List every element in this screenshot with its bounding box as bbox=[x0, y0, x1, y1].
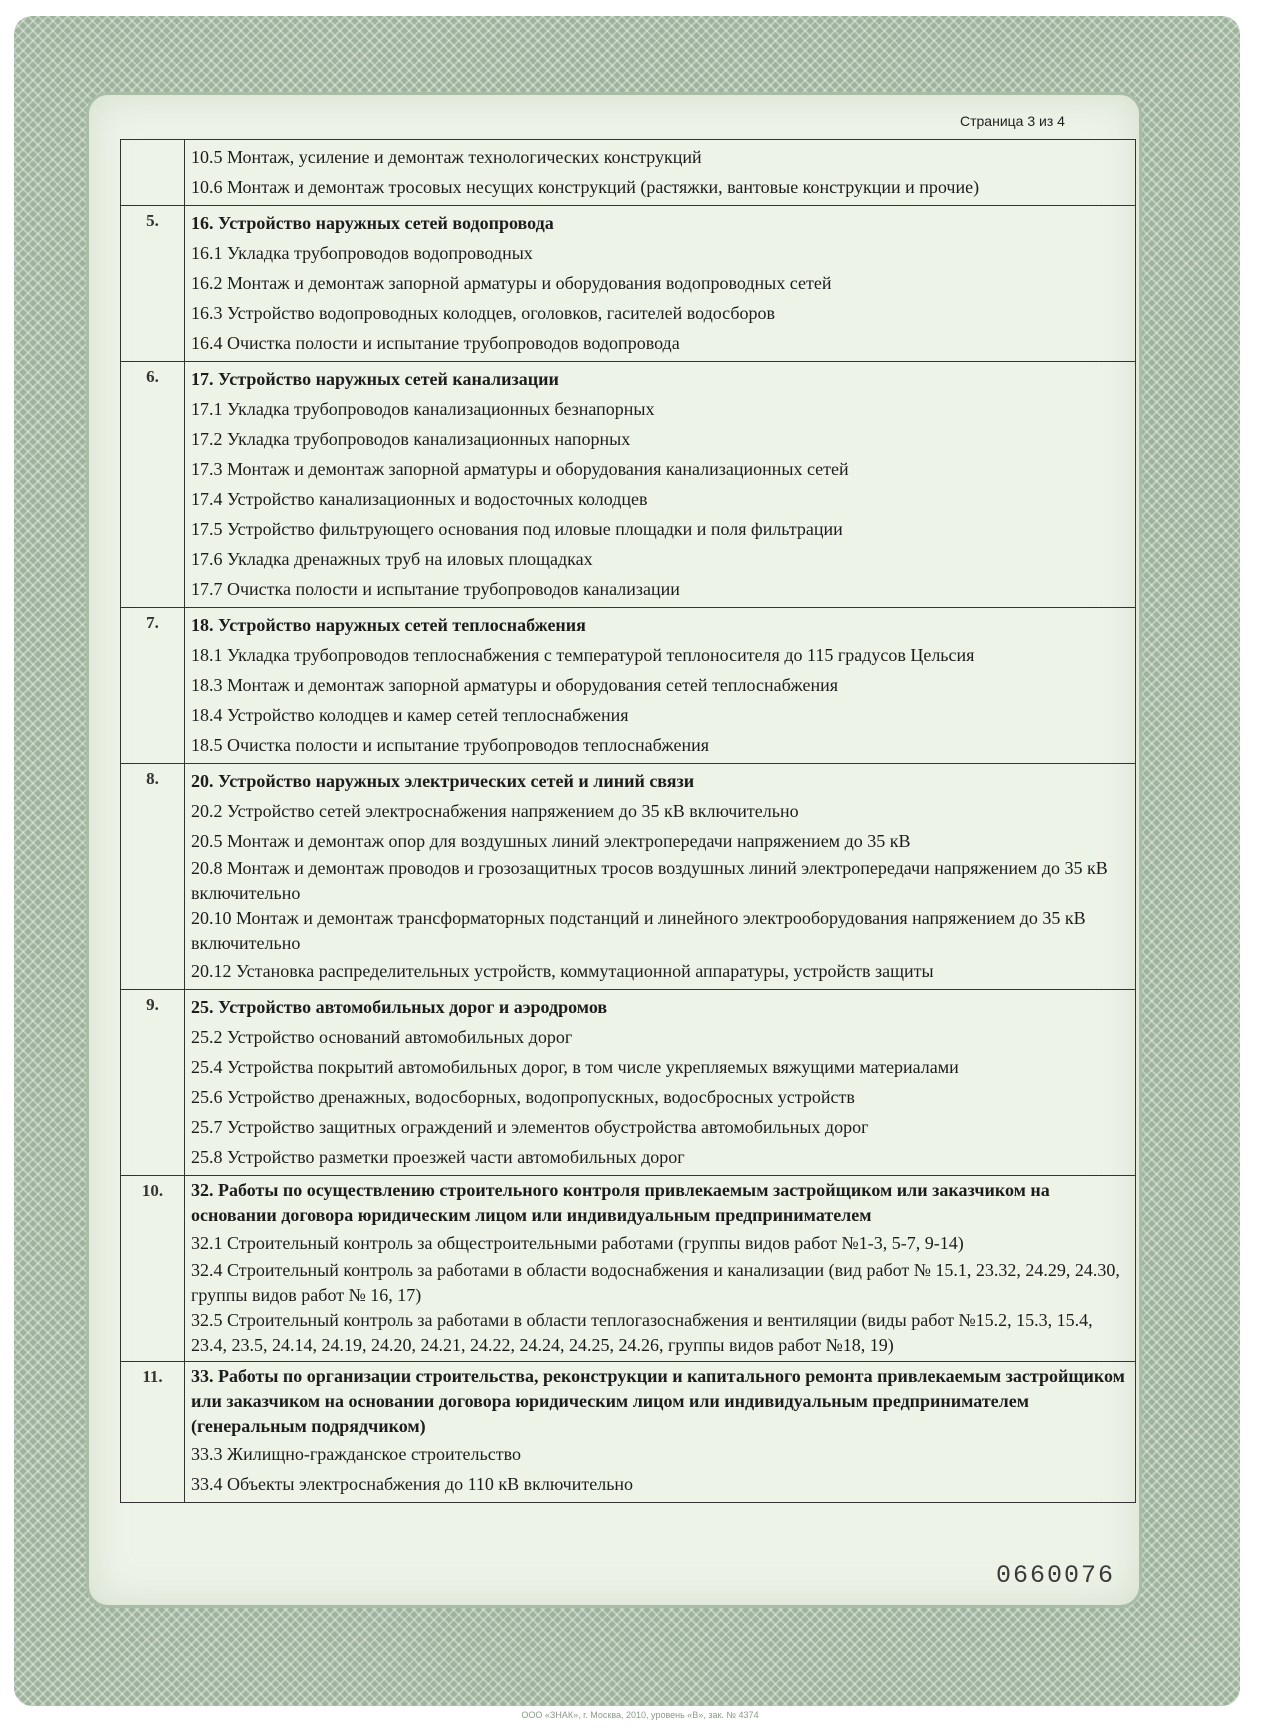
work-item: 32.1 Строительный контроль за общестроительными работами (группы видов работ №1-3, 5-7, 9-14) bbox=[191, 1233, 964, 1253]
work-item: 32.4 Строительный контроль за работами в области водоснабжения и канализации (вид работ № 15.1, 23.32, 24.29, 24.30, группы видов работ № 16, 17) bbox=[191, 1260, 1120, 1305]
serial-number: 0660076 bbox=[996, 1561, 1116, 1590]
table-row bbox=[121, 1362, 1136, 1503]
work-item: 18.3 Монтаж и демонтаж запорной арматуры и оборудования сетей теплоснабжения bbox=[191, 675, 839, 695]
work-item: 20.8 Монтаж и демонтаж проводов и грозозащитных тросов воздушных линий электропередачи напряжением до 35 кВ включительно bbox=[191, 858, 1108, 903]
work-group-heading: 32. Работы по осуществлению строительного контроля привлекаемым застройщиком или заказчиком на основании договора юридическим лицом или индивидуальным предпринимателем bbox=[191, 1180, 1050, 1225]
work-item: 17.2 Укладка трубопроводов канализационных напорных bbox=[191, 429, 631, 449]
row-number: 10. bbox=[121, 1176, 185, 1362]
works-table-body bbox=[121, 140, 1136, 1503]
row-number: 9. bbox=[121, 990, 185, 1176]
works-table bbox=[120, 139, 1136, 1503]
work-item: 18.4 Устройство колодцев и камер сетей теплоснабжения bbox=[191, 705, 629, 725]
work-item: 17.4 Устройство канализационных и водосточных колодцев bbox=[191, 489, 648, 509]
work-item: 20.12 Установка распределительных устройств, коммутационной аппаратуры, устройств защиты bbox=[191, 961, 934, 981]
row-content bbox=[185, 140, 1136, 206]
printer-imprint: ООО «ЗНАК», г. Москва, 2010, уровень «В», зак. № 4374 bbox=[521, 1710, 759, 1720]
row-number: 5. bbox=[121, 206, 185, 362]
work-item: 16.3 Устройство водопроводных колодцев, оголовков, гасителей водосборов bbox=[191, 303, 776, 323]
table-row bbox=[121, 608, 1136, 764]
work-group-heading: 18. Устройство наружных сетей теплоснабжения bbox=[191, 615, 586, 635]
work-item: 16.4 Очистка полости и испытание трубопроводов водопровода bbox=[191, 333, 680, 353]
row-content bbox=[185, 764, 1136, 990]
work-item: 17.6 Укладка дренажных труб на иловых площадках bbox=[191, 549, 593, 569]
table-row bbox=[121, 764, 1136, 990]
work-item: 33.3 Жилищно-гражданское строительство bbox=[191, 1444, 521, 1464]
row-number bbox=[121, 140, 185, 206]
work-group-heading: 16. Устройство наружных сетей водопровода bbox=[191, 213, 554, 233]
work-item: 32.5 Строительный контроль за работами в области теплогазоснабжения и вентиляции (виды работ №15.2, 15.3, 15.4, 23.4, 23.5, 24.14, 24.19, 24.20, 24.21, 24.22, 24.24, 24.25, 24.26, группы видов работ №18, 19) bbox=[191, 1310, 1093, 1355]
work-item: 16.2 Монтаж и демонтаж запорной арматуры и оборудования водопроводных сетей bbox=[191, 273, 832, 293]
work-group-heading: 17. Устройство наружных сетей канализации bbox=[191, 369, 559, 389]
row-content bbox=[185, 362, 1136, 608]
table-row bbox=[121, 206, 1136, 362]
work-item: 17.7 Очистка полости и испытание трубопроводов канализации bbox=[191, 579, 680, 599]
work-item: 17.3 Монтаж и демонтаж запорной арматуры и оборудования канализационных сетей bbox=[191, 459, 849, 479]
work-item: 20.10 Монтаж и демонтаж трансформаторных подстанций и линейного электрооборудования напряжением до 35 кВ включительно bbox=[191, 908, 1086, 953]
work-group-heading: 25. Устройство автомобильных дорог и аэродромов bbox=[191, 997, 608, 1017]
table-row bbox=[121, 990, 1136, 1176]
row-content bbox=[185, 990, 1136, 1176]
work-item: 33.4 Объекты электроснабжения до 110 кВ включительно bbox=[191, 1474, 634, 1494]
row-number: 11. bbox=[121, 1362, 185, 1503]
work-item: 25.6 Устройство дренажных, водосборных, водопропускных, водосбросных устройств bbox=[191, 1087, 855, 1107]
work-item: 18.5 Очистка полости и испытание трубопроводов теплоснабжения bbox=[191, 735, 710, 755]
table-row bbox=[121, 1176, 1136, 1362]
row-number: 6. bbox=[121, 362, 185, 608]
work-item: 10.6 Монтаж и демонтаж тросовых несущих конструкций (растяжки, вантовые конструкции и прочие) bbox=[191, 177, 980, 197]
work-item: 20.2 Устройство сетей электроснабжения напряжением до 35 кВ включительно bbox=[191, 801, 799, 821]
row-number: 7. bbox=[121, 608, 185, 764]
work-item: 25.7 Устройство защитных ограждений и элементов обустройства автомобильных дорог bbox=[191, 1117, 869, 1137]
work-group-heading: 33. Работы по организации строительства, реконструкции и капитального ремонта привлекаемым застройщиком или заказчиком на основании договора юридическим лицом или индивидуальным предпринимателем (генеральным подрядчиком) bbox=[191, 1366, 1125, 1436]
work-item: 18.1 Укладка трубопроводов теплоснабжения с температурой теплоносителя до 115 градусов Цельсия bbox=[191, 645, 975, 665]
work-item: 25.4 Устройства покрытий автомобильных дорог, в том числе укрепляемых вяжущими материалами bbox=[191, 1057, 959, 1077]
row-content bbox=[185, 1176, 1136, 1362]
row-content bbox=[185, 1362, 1136, 1503]
page-number: Страница 3 из 4 bbox=[960, 113, 1065, 129]
work-group-heading: 20. Устройство наружных электрических сетей и линий связи bbox=[191, 771, 695, 791]
row-number: 8. bbox=[121, 764, 185, 990]
work-item: 25.2 Устройство оснований автомобильных дорог bbox=[191, 1027, 573, 1047]
work-item: 17.5 Устройство фильтрующего основания под иловые площадки и поля фильтрации bbox=[191, 519, 843, 539]
table-row bbox=[121, 140, 1136, 206]
table-row bbox=[121, 362, 1136, 608]
work-item: 20.5 Монтаж и демонтаж опор для воздушных линий электропередачи напряжением до 35 кВ bbox=[191, 831, 911, 851]
work-item: 16.1 Укладка трубопроводов водопроводных bbox=[191, 243, 533, 263]
work-item: 25.8 Устройство разметки проезжей части автомобильных дорог bbox=[191, 1147, 685, 1167]
work-item: 17.1 Укладка трубопроводов канализационных безнапорных bbox=[191, 399, 655, 419]
work-item: 10.5 Монтаж, усиление и демонтаж технологических конструкций bbox=[191, 147, 702, 167]
row-content bbox=[185, 608, 1136, 764]
row-content bbox=[185, 206, 1136, 362]
